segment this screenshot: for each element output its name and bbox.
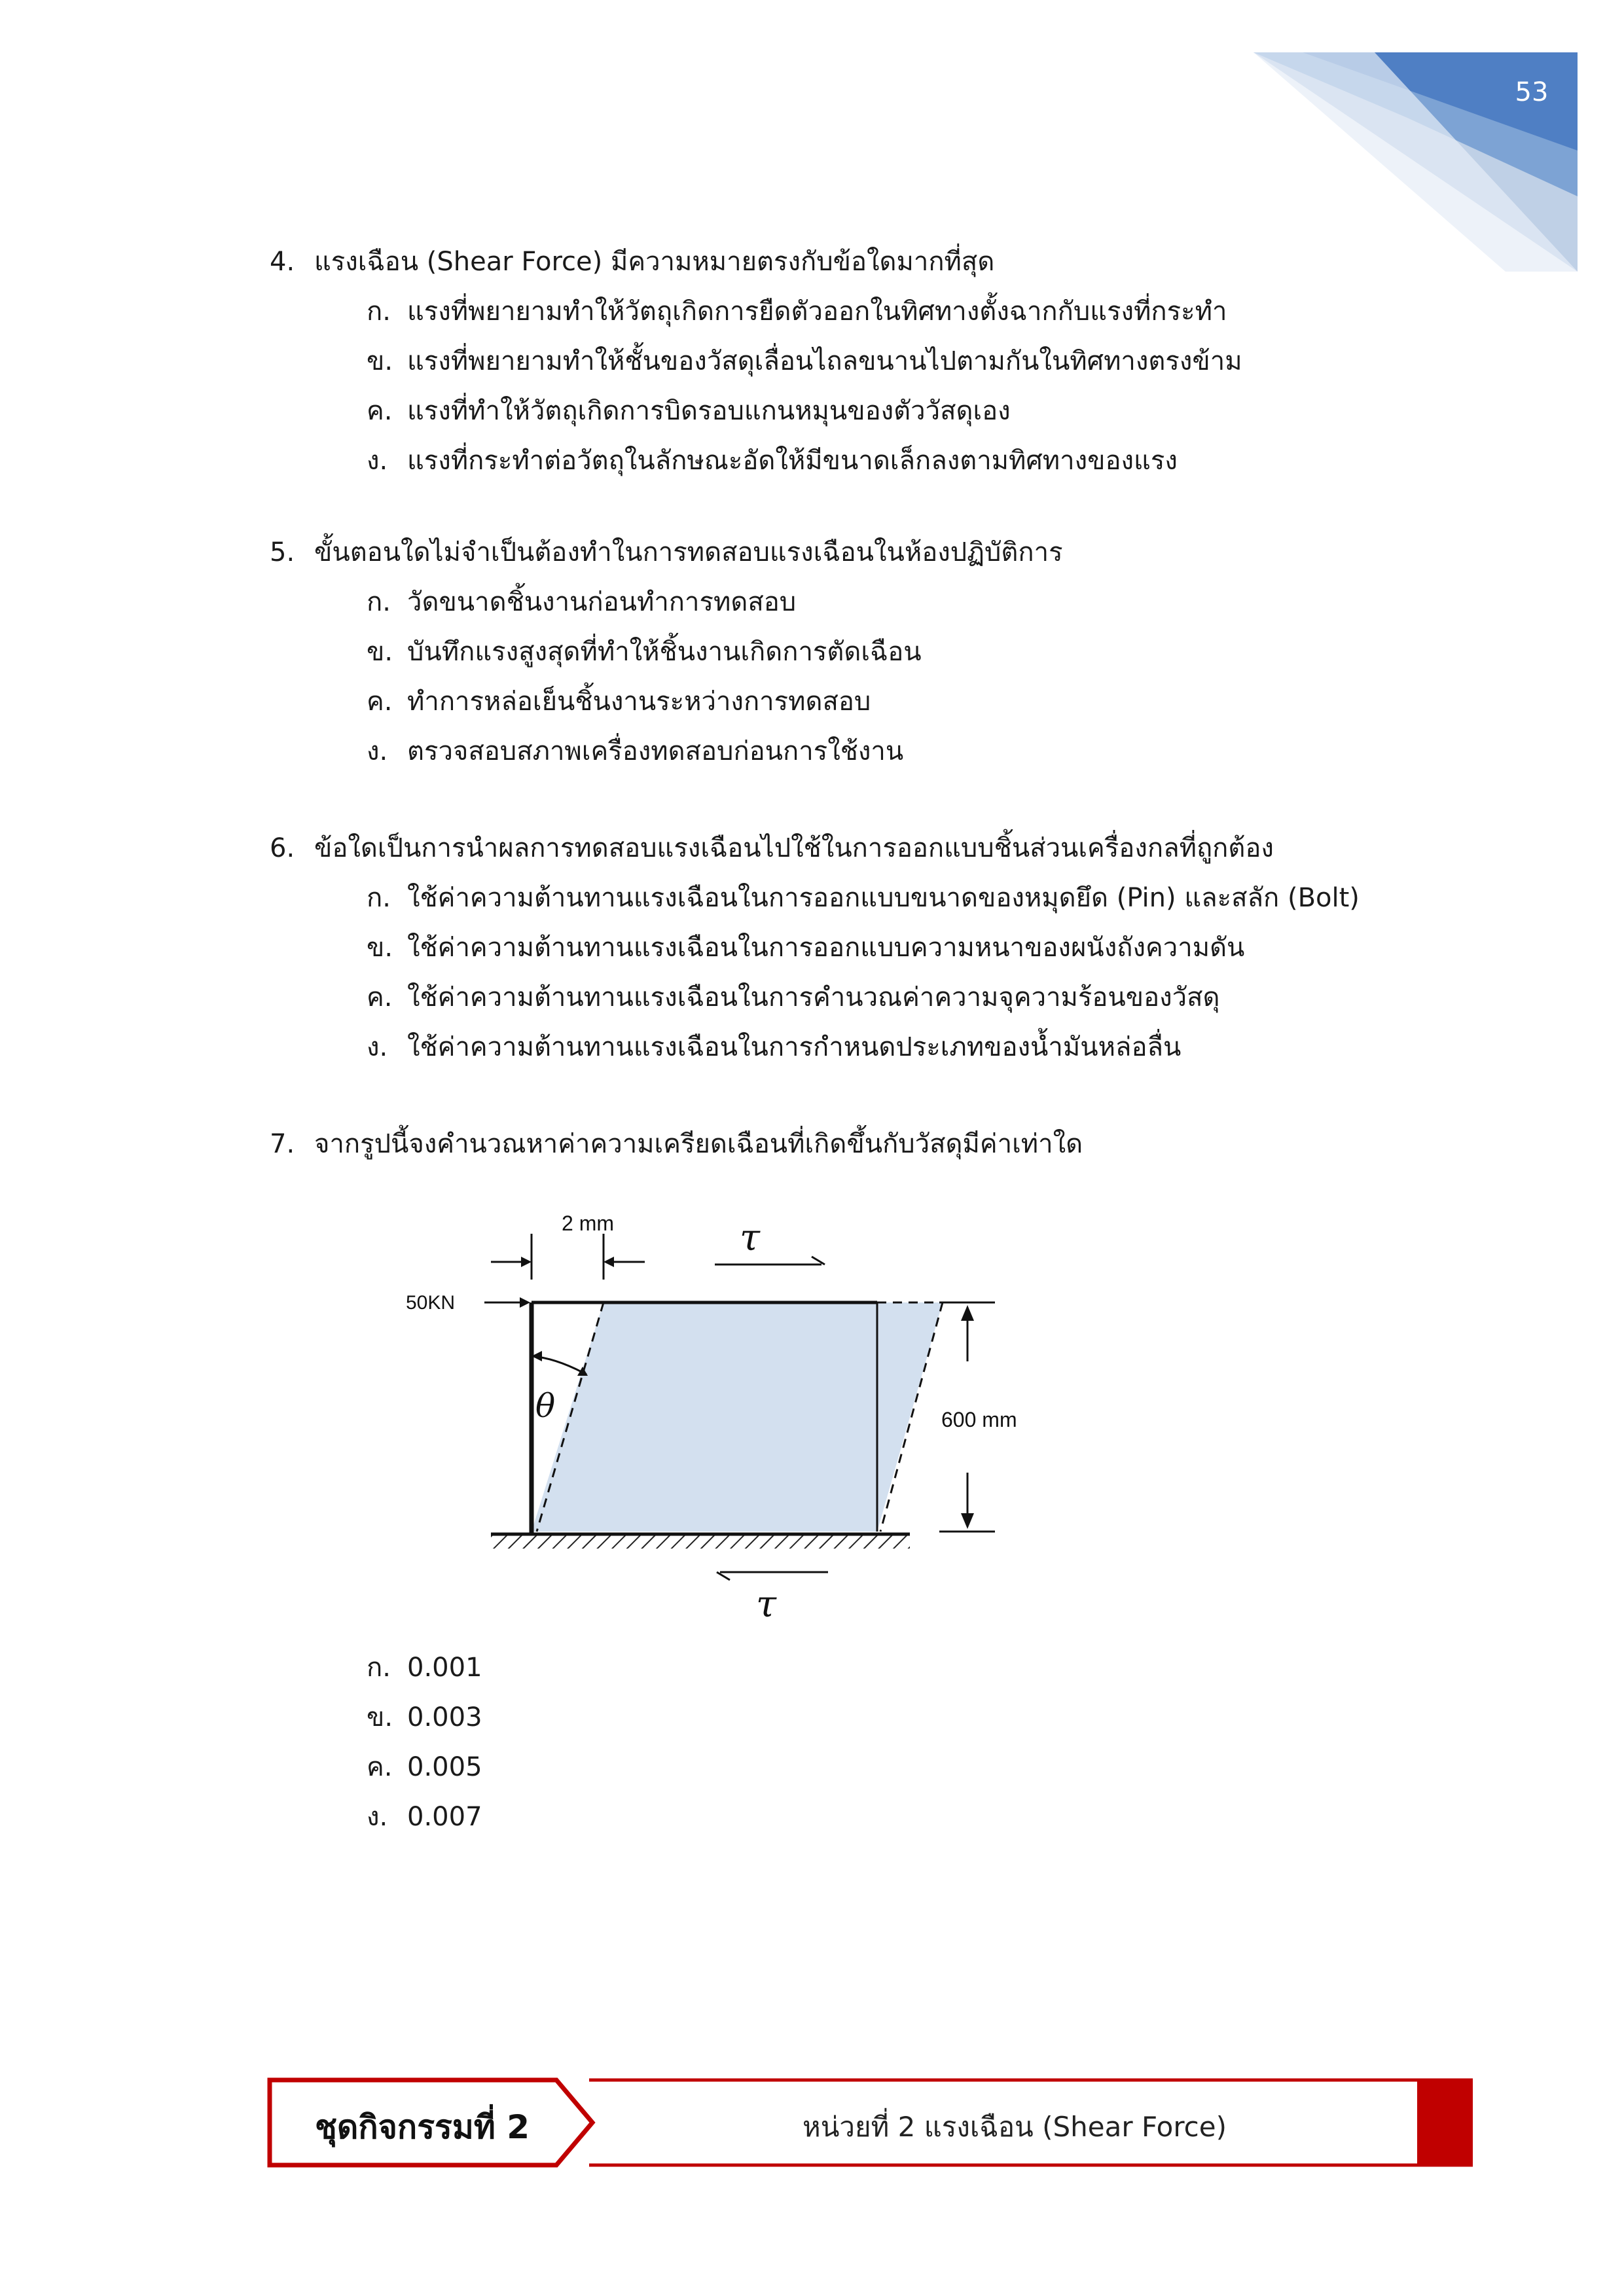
question-number: 5. <box>270 537 295 567</box>
option-label: ง. <box>367 736 388 766</box>
option-d[interactable] <box>270 1022 1360 1072</box>
option-b[interactable] <box>270 1693 482 1742</box>
option-text: 0.003 <box>407 1702 482 1732</box>
option-c[interactable] <box>270 386 1242 436</box>
option-b[interactable] <box>270 627 1063 677</box>
option-c[interactable] <box>270 1742 482 1792</box>
option-label: ข. <box>367 346 393 376</box>
force-label: 50KN <box>406 1292 456 1314</box>
option-text: แรงที่ทำให้วัตถุเกิดการบิดรอบแกนหมุนของตัววัสดุเอง <box>407 396 1011 426</box>
option-text: วัดขนาดชิ้นงานก่อนทำการทดสอบ <box>407 587 797 617</box>
option-label: ค. <box>367 396 393 426</box>
option-label: ก. <box>367 1653 391 1683</box>
option-a[interactable] <box>270 577 1063 627</box>
page-number: 53 <box>1515 77 1549 107</box>
question-text: แรงเฉือน (Shear Force) มีความหมายตรงกับข้อใดมากที่สุด <box>314 247 995 277</box>
option-label: ก. <box>367 296 391 327</box>
option-text: 0.005 <box>407 1752 482 1782</box>
option-b[interactable] <box>270 923 1360 973</box>
question-number: 6. <box>270 833 295 863</box>
option-text: ตรวจสอบสภาพเครื่องทดสอบก่อนการใช้งาน <box>407 736 904 766</box>
height-dimension-label: 600 mm <box>941 1408 1017 1431</box>
option-text: 0.001 <box>407 1653 482 1683</box>
option-label: ค. <box>367 982 393 1013</box>
question-7-options <box>270 1643 482 1842</box>
option-text: 0.007 <box>407 1802 482 1832</box>
question-5 <box>270 528 1063 776</box>
question-6 <box>270 823 1360 1072</box>
option-text: แรงที่พยายามทำให้ชั้นของวัสดุเลื่อนไถลขนานไปตามกันในทิศทางตรงข้าม <box>407 346 1242 376</box>
option-d[interactable] <box>270 436 1242 486</box>
question-7 <box>270 1119 1083 1169</box>
option-text: ใช้ค่าความต้านทานแรงเฉือนในการออกแบบความหนาของผนังถังความดัน <box>407 933 1245 963</box>
unit-title: หน่วยที่ 2 แรงเฉือน (Shear Force) <box>803 2111 1227 2143</box>
option-label: ก. <box>367 587 391 617</box>
option-text: แรงที่กระทำต่อวัตถุในลักษณะอัดให้มีขนาดเล็กลงตามทิศทางของแรง <box>407 446 1178 476</box>
option-label: ก. <box>367 883 391 913</box>
option-label: ข. <box>367 933 393 963</box>
option-label: ง. <box>367 446 388 476</box>
option-text: แรงที่พยายามทำให้วัตถุเกิดการยืดตัวออกในทิศทางตั้งฉากกับแรงที่กระทำ <box>407 296 1227 327</box>
question-text: จากรูปนี้จงคำนวณหาค่าความเครียดเฉือนที่เกิดขึ้นกับวัสดุมีค่าเท่าใด <box>314 1129 1083 1159</box>
option-text: บันทึกแรงสูงสุดที่ทำให้ชิ้นงานเกิดการตัดเฉือน <box>407 637 922 667</box>
option-text: ใช้ค่าความต้านทานแรงเฉือนในการกำหนดประเภทของน้ำมันหล่อลื่น <box>407 1032 1182 1062</box>
question-4 <box>270 237 1242 486</box>
option-c[interactable] <box>270 973 1360 1022</box>
option-a[interactable] <box>270 1643 482 1693</box>
question-stem <box>270 237 1242 287</box>
shear-angle-symbol: θ <box>535 1387 556 1425</box>
question-number: 4. <box>270 247 295 277</box>
option-d[interactable] <box>270 726 1063 776</box>
question-stem <box>270 1119 1083 1169</box>
activity-set-label: ชุดกิจกรรมที่ 2 <box>314 2108 530 2146</box>
option-a[interactable] <box>270 873 1360 923</box>
option-d[interactable] <box>270 1792 482 1842</box>
question-stem <box>270 528 1063 577</box>
option-text: ใช้ค่าความต้านทานแรงเฉือนในการคำนวณค่าความจุความร้อนของวัสดุ <box>407 982 1220 1013</box>
option-label: ข. <box>367 637 393 667</box>
option-a[interactable] <box>270 287 1242 336</box>
option-text: ใช้ค่าความต้านทานแรงเฉือนในการออกแบบขนาดของหมุดยึด (Pin) และสลัก (Bolt) <box>407 883 1360 913</box>
shear-strain-diagram <box>393 1204 1113 1649</box>
option-c[interactable] <box>270 677 1063 726</box>
width-dimension-label: 2 mm <box>562 1211 614 1235</box>
question-text: ขั้นตอนใดไม่จำเป็นต้องทำในการทดสอบแรงเฉือนในห้องปฏิบัติการ <box>314 537 1063 567</box>
question-number: 7. <box>270 1129 295 1159</box>
shear-stress-symbol-top: τ <box>740 1217 760 1259</box>
question-stem <box>270 823 1360 873</box>
option-label: ค. <box>367 687 393 717</box>
option-label: ง. <box>367 1802 388 1832</box>
option-label: ค. <box>367 1752 393 1782</box>
option-label: ข. <box>367 1702 393 1732</box>
question-text: ข้อใดเป็นการนำผลการทดสอบแรงเฉือนไปใช้ในการออกแบบชิ้นส่วนเครื่องกลที่ถูกต้อง <box>314 833 1274 863</box>
option-text: ทำการหล่อเย็นชิ้นงานระหว่างการทดสอบ <box>407 687 871 717</box>
option-label: ง. <box>367 1032 388 1062</box>
shear-stress-symbol-bottom: τ <box>756 1583 776 1626</box>
option-b[interactable] <box>270 336 1242 386</box>
